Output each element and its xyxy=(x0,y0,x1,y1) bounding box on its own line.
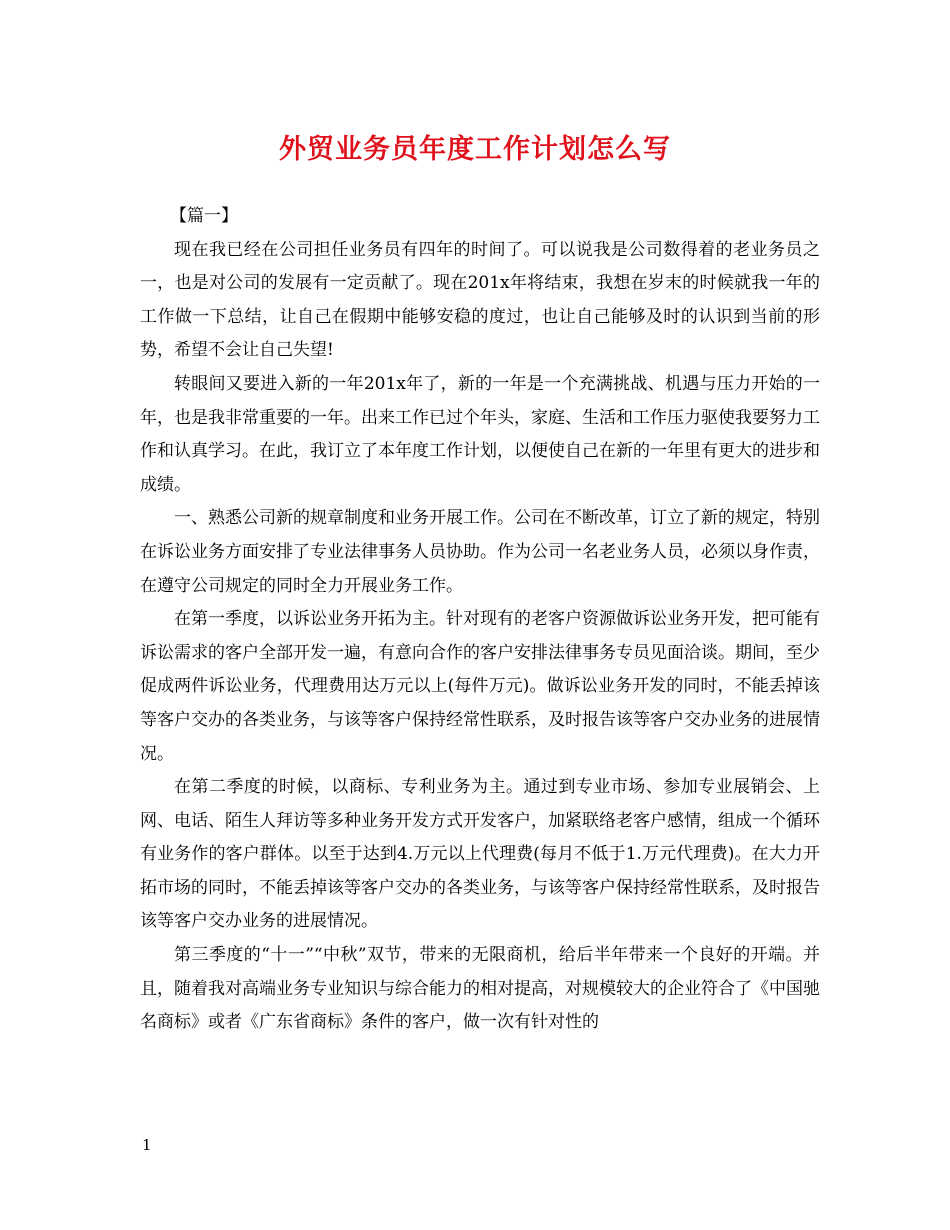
document-title: 外贸业务员年度工作计划怎么写 xyxy=(279,134,671,165)
paragraph-q2: 在第二季度的时候，以商标、专利业务为主。通过到专业市场、参加专业展销会、上网、电话、陌生人拜访等多种业务开发方式开发客户，加紧联络老客户感情，组成一个循环有业务作的客户群体。以至于达到4.万元以上代理费(每月不低于1.万元代理费)。在大力开拓市场的同时，不能丢掉该等客户交办的各类业务，与该等客户保持经常性联系，及时报告该等客户交办业务的进展情况。 xyxy=(140,777,820,932)
paragraph-intro: 现在我已经在公司担任业务员有四年的时间了。可以说我是公司数得着的老业务员之一，也是对公司的发展有一定贡献了。现在201x年将结束，我想在岁末的时候就我一年的工作做一下总结，让自己在假期中能够安稳的度过，也让自己能够及时的认识到当前的形势，希望不会让自己失望! xyxy=(140,239,820,361)
paragraph-new-year: 转眼间又要进入新的一年201x年了，新的一年是一个充满挑战、机遇与压力开始的一年，也是我非常重要的一年。出来工作已过个年头，家庭、生活和工作压力驱使我要努力工作和认真学习。在此，我订立了本年度工作计划，以便使自己在新的一年里有更大的进步和成绩。 xyxy=(140,373,820,495)
page-number: 1 xyxy=(142,1136,152,1154)
paragraph-rules: 一、熟悉公司新的规章制度和业务开展工作。公司在不断改革，订立了新的规定，特别在诉讼业务方面安排了专业法律事务人员协助。作为公司一名老业务人员，必须以身作责，在遵守公司规定的同时全力开展业务工作。 xyxy=(140,508,820,596)
document-body xyxy=(140,200,820,1040)
section-label: 【篇一】 xyxy=(170,206,238,226)
paragraph-q1: 在第一季度，以诉讼业务开拓为主。针对现有的老客户资源做诉讼业务开发，把可能有诉讼需求的客户全部开发一遍，有意向合作的客户安排法律事务专员见面洽谈。期间，至少促成两件诉讼业务，代理费用达万元以上(每件万元)。做诉讼业务开发的同时，不能丢掉该等客户交办的各类业务，与该等客户保持经常性联系，及时报告该等客户交办业务的进展情况。 xyxy=(140,609,820,764)
paragraph-q3: 第三季度的“十一”“中秋”双节，带来的无限商机，给后半年带来一个良好的开端。并且，随着我对高端业务专业知识与综合能力的相对提高，对规模较大的企业符合了《中国驰名商标》或者《广东省商标》条件的客户，做一次有针对性的 xyxy=(140,945,820,1033)
